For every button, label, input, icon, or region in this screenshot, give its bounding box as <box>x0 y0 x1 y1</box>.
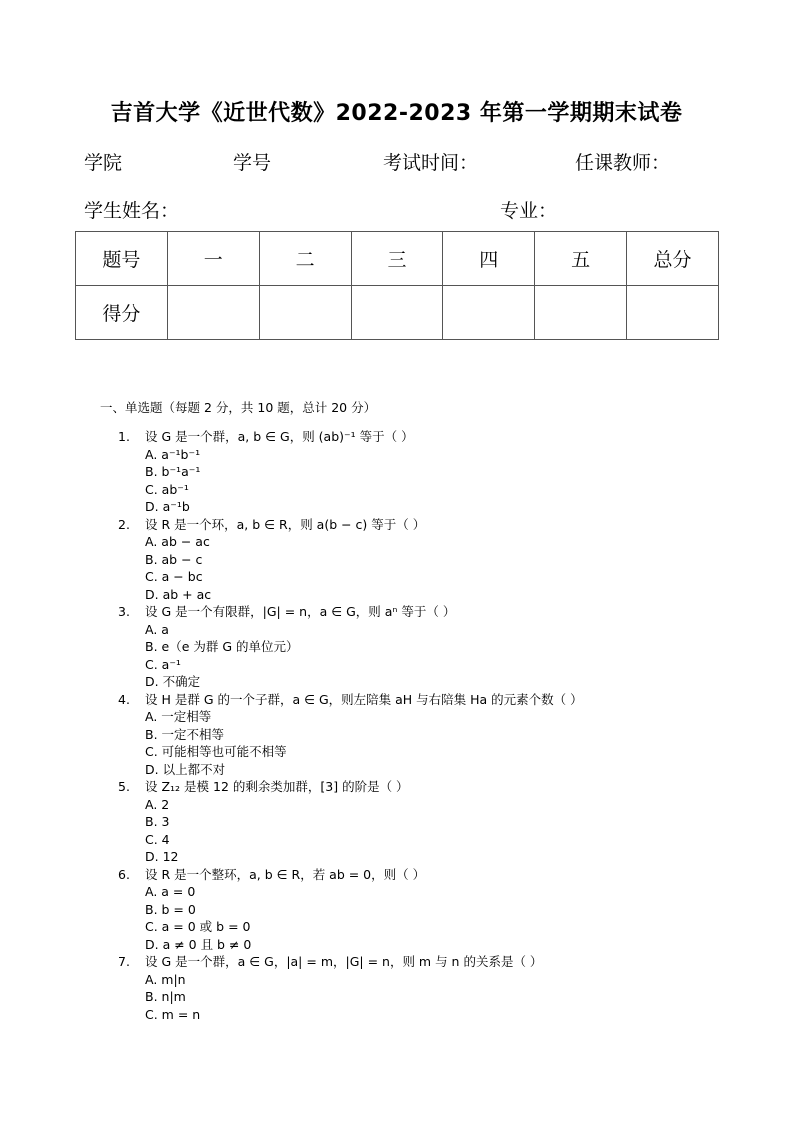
option-c: C. a − bc <box>145 569 203 584</box>
question-number: 7. <box>118 954 130 969</box>
exam-time-label: 考试时间： <box>383 152 479 174</box>
question-stem <box>118 778 738 796</box>
question-text: 设 G 是一个有限群，|G| = n，a ∈ G，则 aⁿ 等于（ ） <box>145 604 456 619</box>
question-list <box>118 428 738 1023</box>
option-b: B. b⁻¹a⁻¹ <box>145 464 201 479</box>
header-cell: 三 <box>351 232 443 286</box>
option-a: A. a⁻¹b⁻¹ <box>145 446 201 462</box>
score-table <box>75 231 719 340</box>
option-a: A. 2 <box>145 796 170 812</box>
option-b: B. n|m <box>145 989 186 1004</box>
header-cell: 二 <box>259 232 351 286</box>
option-b: B. e（e 为群 G 的单位元） <box>145 639 299 654</box>
option-d: D. ab + ac <box>145 586 212 602</box>
question-number: 1. <box>118 429 130 444</box>
question-number: 3. <box>118 604 130 619</box>
option-a: A. ab − ac <box>145 534 210 549</box>
option-a: A. a <box>145 621 169 637</box>
section-heading: 一、单选题（每题 2 分，共 10 题，总计 20 分） <box>100 400 377 415</box>
student-id-label: 学号 <box>233 152 272 174</box>
student-name-label: 学生姓名： <box>84 200 180 222</box>
header-cell: 一 <box>167 232 259 286</box>
question-text: 设 G 是一个群，a ∈ G，|a| = m，|G| = n，则 m 与 n 的关系是（ ） <box>145 954 543 969</box>
score-cell[interactable] <box>443 286 535 340</box>
option-d: D. 12 <box>145 849 179 864</box>
question-stem <box>118 691 738 709</box>
option-c: C. m = n <box>145 1006 201 1022</box>
teacher-label: 任课教师： <box>575 152 671 174</box>
score-cell[interactable] <box>351 286 443 340</box>
option-c: C. 可能相等也可能不相等 <box>145 744 287 759</box>
score-cell[interactable] <box>627 286 719 340</box>
score-table-score-row <box>76 286 719 340</box>
score-cell[interactable] <box>167 286 259 340</box>
option-c: C. 4 <box>145 831 170 847</box>
question-stem <box>118 603 738 621</box>
question-text: 设 H 是群 G 的一个子群，a ∈ G，则左陪集 aH 与右陪集 Ha 的元素个数（ ） <box>145 691 583 707</box>
option-d: D. a ≠ 0 且 b ≠ 0 <box>145 936 252 952</box>
exam-title: 吉首大学《近世代数》2022-2023 年第一学期期末试卷 <box>110 101 683 126</box>
option-d: D. 以上都不对 <box>145 761 226 777</box>
question-stem <box>118 866 738 884</box>
question-text: 设 G 是一个群，a, b ∈ G，则 (ab)⁻¹ 等于（ ） <box>145 429 414 444</box>
header-cell: 四 <box>443 232 535 286</box>
score-cell[interactable] <box>535 286 627 340</box>
header-cell: 五 <box>535 232 627 286</box>
major-label: 专业： <box>500 200 558 222</box>
question-number: 6. <box>118 866 130 882</box>
option-c: C. a = 0 或 b = 0 <box>145 919 251 934</box>
option-d: D. 不确定 <box>145 674 201 689</box>
option-c: C. a⁻¹ <box>145 656 181 672</box>
college-label: 学院 <box>84 152 123 174</box>
question-number: 4. <box>118 691 130 707</box>
question-number: 5. <box>118 779 130 794</box>
option-a: A. 一定相等 <box>145 709 212 724</box>
option-c: C. ab⁻¹ <box>145 481 189 497</box>
question-stem <box>118 516 738 534</box>
option-b: B. b = 0 <box>145 901 196 917</box>
option-b: B. 一定不相等 <box>145 726 225 742</box>
option-a: A. m|n <box>145 971 186 987</box>
option-b: B. 3 <box>145 814 170 829</box>
question-number: 2. <box>118 516 130 532</box>
question-text: 设 R 是一个环，a, b ∈ R，则 a(b − c) 等于（ ） <box>145 516 426 532</box>
question-text: 设 R 是一个整环，a, b ∈ R，若 ab = 0，则（ ） <box>145 866 426 882</box>
score-cell[interactable] <box>259 286 351 340</box>
option-b: B. ab − c <box>145 551 203 567</box>
score-row-label: 得分 <box>76 286 168 340</box>
header-cell: 题号 <box>76 232 168 286</box>
score-table-header-row <box>76 232 719 286</box>
question-stem <box>118 953 738 971</box>
option-a: A. a = 0 <box>145 884 196 899</box>
header-cell: 总分 <box>627 232 719 286</box>
question-text: 设 Z₁₂ 是模 12 的剩余类加群，[3] 的阶是（ ） <box>145 779 409 794</box>
question-stem <box>118 428 738 446</box>
option-d: D. a⁻¹b <box>145 499 190 514</box>
